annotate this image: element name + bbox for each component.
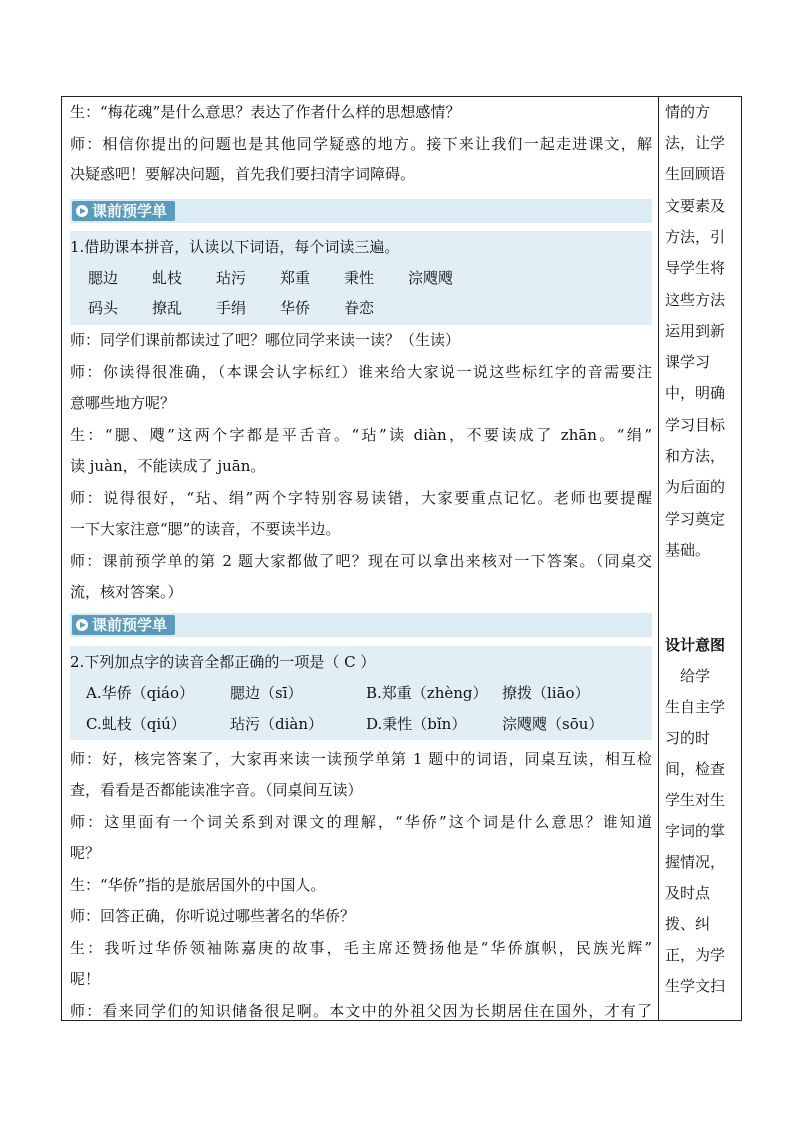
dialogue-line: 读 juàn，不能读成了 juān。 (70, 457, 266, 475)
intent-line: 基础。 (665, 541, 711, 559)
section-banner (70, 613, 652, 637)
section-tag (72, 615, 175, 635)
intent-line: 及时点 (665, 884, 711, 902)
intent-line: 握情况， (665, 853, 726, 871)
exercise-box-2 (70, 646, 652, 740)
intent-line: 方法，引 (665, 228, 726, 246)
answer-option: 淙飕飕（sōu） (502, 715, 604, 733)
vocab-word: 撩乱 (152, 299, 183, 317)
dialogue-line: 师：相信你提出的问题也是其他同学疑惑的地方。接下来让我们一起走进课文，解 (70, 135, 652, 153)
intent-line: 间，检查 (665, 760, 726, 778)
exercise-question: 2.下列加点字的读音全都正确的一项是（ C ） (70, 653, 376, 671)
vocab-word: 郑重 (280, 269, 311, 287)
dialogue-line: 生：“华侨”指的是旅居国外的中国人。 (70, 876, 326, 894)
answer-option: A.华侨（qiáo） (86, 684, 194, 702)
intent-line: 给学 (665, 667, 711, 685)
dialogue-line: 意哪些地方呢？ (70, 394, 176, 412)
lesson-table (61, 96, 742, 1021)
vocab-word: 华侨 (280, 299, 311, 317)
intent-line: 习的时 (665, 729, 711, 747)
play-circle-icon (76, 205, 88, 217)
dialogue-line: 师：回答正确，你听说过哪些著名的华侨？ (70, 907, 356, 925)
intent-line: 为后面的 (665, 478, 726, 496)
play-circle-icon (76, 619, 88, 631)
intent-line: 这些方法 (665, 291, 726, 309)
section-tag (72, 201, 175, 221)
answer-option: 玷污（diàn） (230, 715, 324, 733)
dialogue-line: 师：课前预学单的第 2 题大家都做了吧？现在可以拿出来核对一下答案。（同桌交 (70, 552, 652, 570)
column-divider (658, 97, 659, 1020)
dialogue-line: 生：“梅花魂”是什么意思？表达了作者什么样的思想感情？ (70, 103, 461, 121)
vocab-word: 玷污 (216, 269, 247, 287)
dialogue-line: 生：“腮、飕”这两个字都是平舌音。“玷”读 diàn，不要读成了 zhān。“绢” (70, 426, 652, 444)
vocab-word: 秉性 (344, 269, 375, 287)
answer-option: D.秉性（bǐn） (366, 715, 467, 733)
vocab-word: 码头 (88, 299, 119, 317)
answer-option: 腮边（sī） (230, 684, 303, 702)
dialogue-line: 师：你读得很准确，（本课会认字标红）谁来给大家说一说这些标红字的音需要注 (70, 363, 652, 381)
intent-line: 生自主学 (665, 698, 726, 716)
intent-line: 学生对生 (665, 791, 726, 809)
intent-line: 中，明确 (665, 384, 726, 402)
dialogue-line: 一下大家注意“腮”的读音，不要读半边。 (70, 520, 341, 538)
section-banner (70, 199, 652, 223)
intent-heading: 设计意图 (665, 636, 726, 654)
vocab-word: 淙飕飕 (408, 269, 454, 287)
vocab-word: 虬枝 (152, 269, 183, 287)
intent-line: 字词的掌 (665, 822, 726, 840)
dialogue-line: 呢？ (70, 844, 101, 862)
vocab-word: 腮边 (88, 269, 119, 287)
dialogue-line: 生：我听过华侨领袖陈嘉庚的故事，毛主席还赞扬他是“华侨旗帜，民族光辉” (70, 939, 652, 957)
intent-line: 学习奠定 (665, 510, 726, 528)
intent-line: 运用到新 (665, 322, 726, 340)
intent-line: 学习目标 (665, 416, 726, 434)
intent-line: 和方法， (665, 447, 726, 465)
vocab-word: 手绢 (216, 299, 247, 317)
intent-line: 拨、纠 (665, 915, 711, 933)
intent-line: 文要素及 (665, 197, 726, 215)
dialogue-line: 查，看看是否都能读准字音。（同桌间互读） (70, 781, 363, 799)
dialogue-line: 决疑惑吧！要解决问题，首先我们要扫清字词障碍。 (70, 165, 416, 183)
dialogue-line: 师：好，核完答案了，大家再来读一读预学单第 1 题中的词语，同桌互读，相互检 (70, 750, 652, 768)
vocab-word: 眷恋 (344, 299, 375, 317)
section-tag-label: 课前预学单 (92, 616, 168, 634)
intent-line: 生学文扫 (665, 977, 726, 995)
intent-line: 正，为学 (665, 946, 726, 964)
dialogue-line: 师：同学们课前都读过了吧？哪位同学来读一读？（生读） (70, 331, 461, 349)
intent-line: 课学习 (665, 353, 711, 371)
section-tag-label: 课前预学单 (92, 202, 168, 220)
intent-line: 导学生将 (665, 259, 726, 277)
dialogue-line: 呢！ (70, 970, 101, 988)
answer-option: C.虬枝（qiú） (86, 715, 186, 733)
intent-line: 生回顾语 (665, 165, 726, 183)
dialogue-line: 师：这里面有一个词关系到对课文的理解，“华侨”这个词是什么意思？谁知道 (70, 813, 652, 831)
intent-line: 情的方 (665, 103, 711, 121)
answer-option: B.郑重（zhèng） (366, 684, 488, 702)
exercise-box-1 (70, 231, 652, 325)
dialogue-line: 师：看来同学们的知识储备很足啊。本文中的外祖父因为长期居住在国外，才有了 (70, 1002, 652, 1020)
dialogue-line: 流，核对答案。） (70, 583, 183, 601)
exercise-question: 1.借助课本拼音，认读以下词语，每个词读三遍。 (70, 238, 400, 256)
answer-option: 撩拨（liāo） (502, 684, 590, 702)
dialogue-line: 师：说得很好，“玷、绢”两个字特别容易读错，大家要重点记忆。老师也要提醒 (70, 489, 652, 507)
intent-line: 法，让学 (665, 134, 726, 152)
